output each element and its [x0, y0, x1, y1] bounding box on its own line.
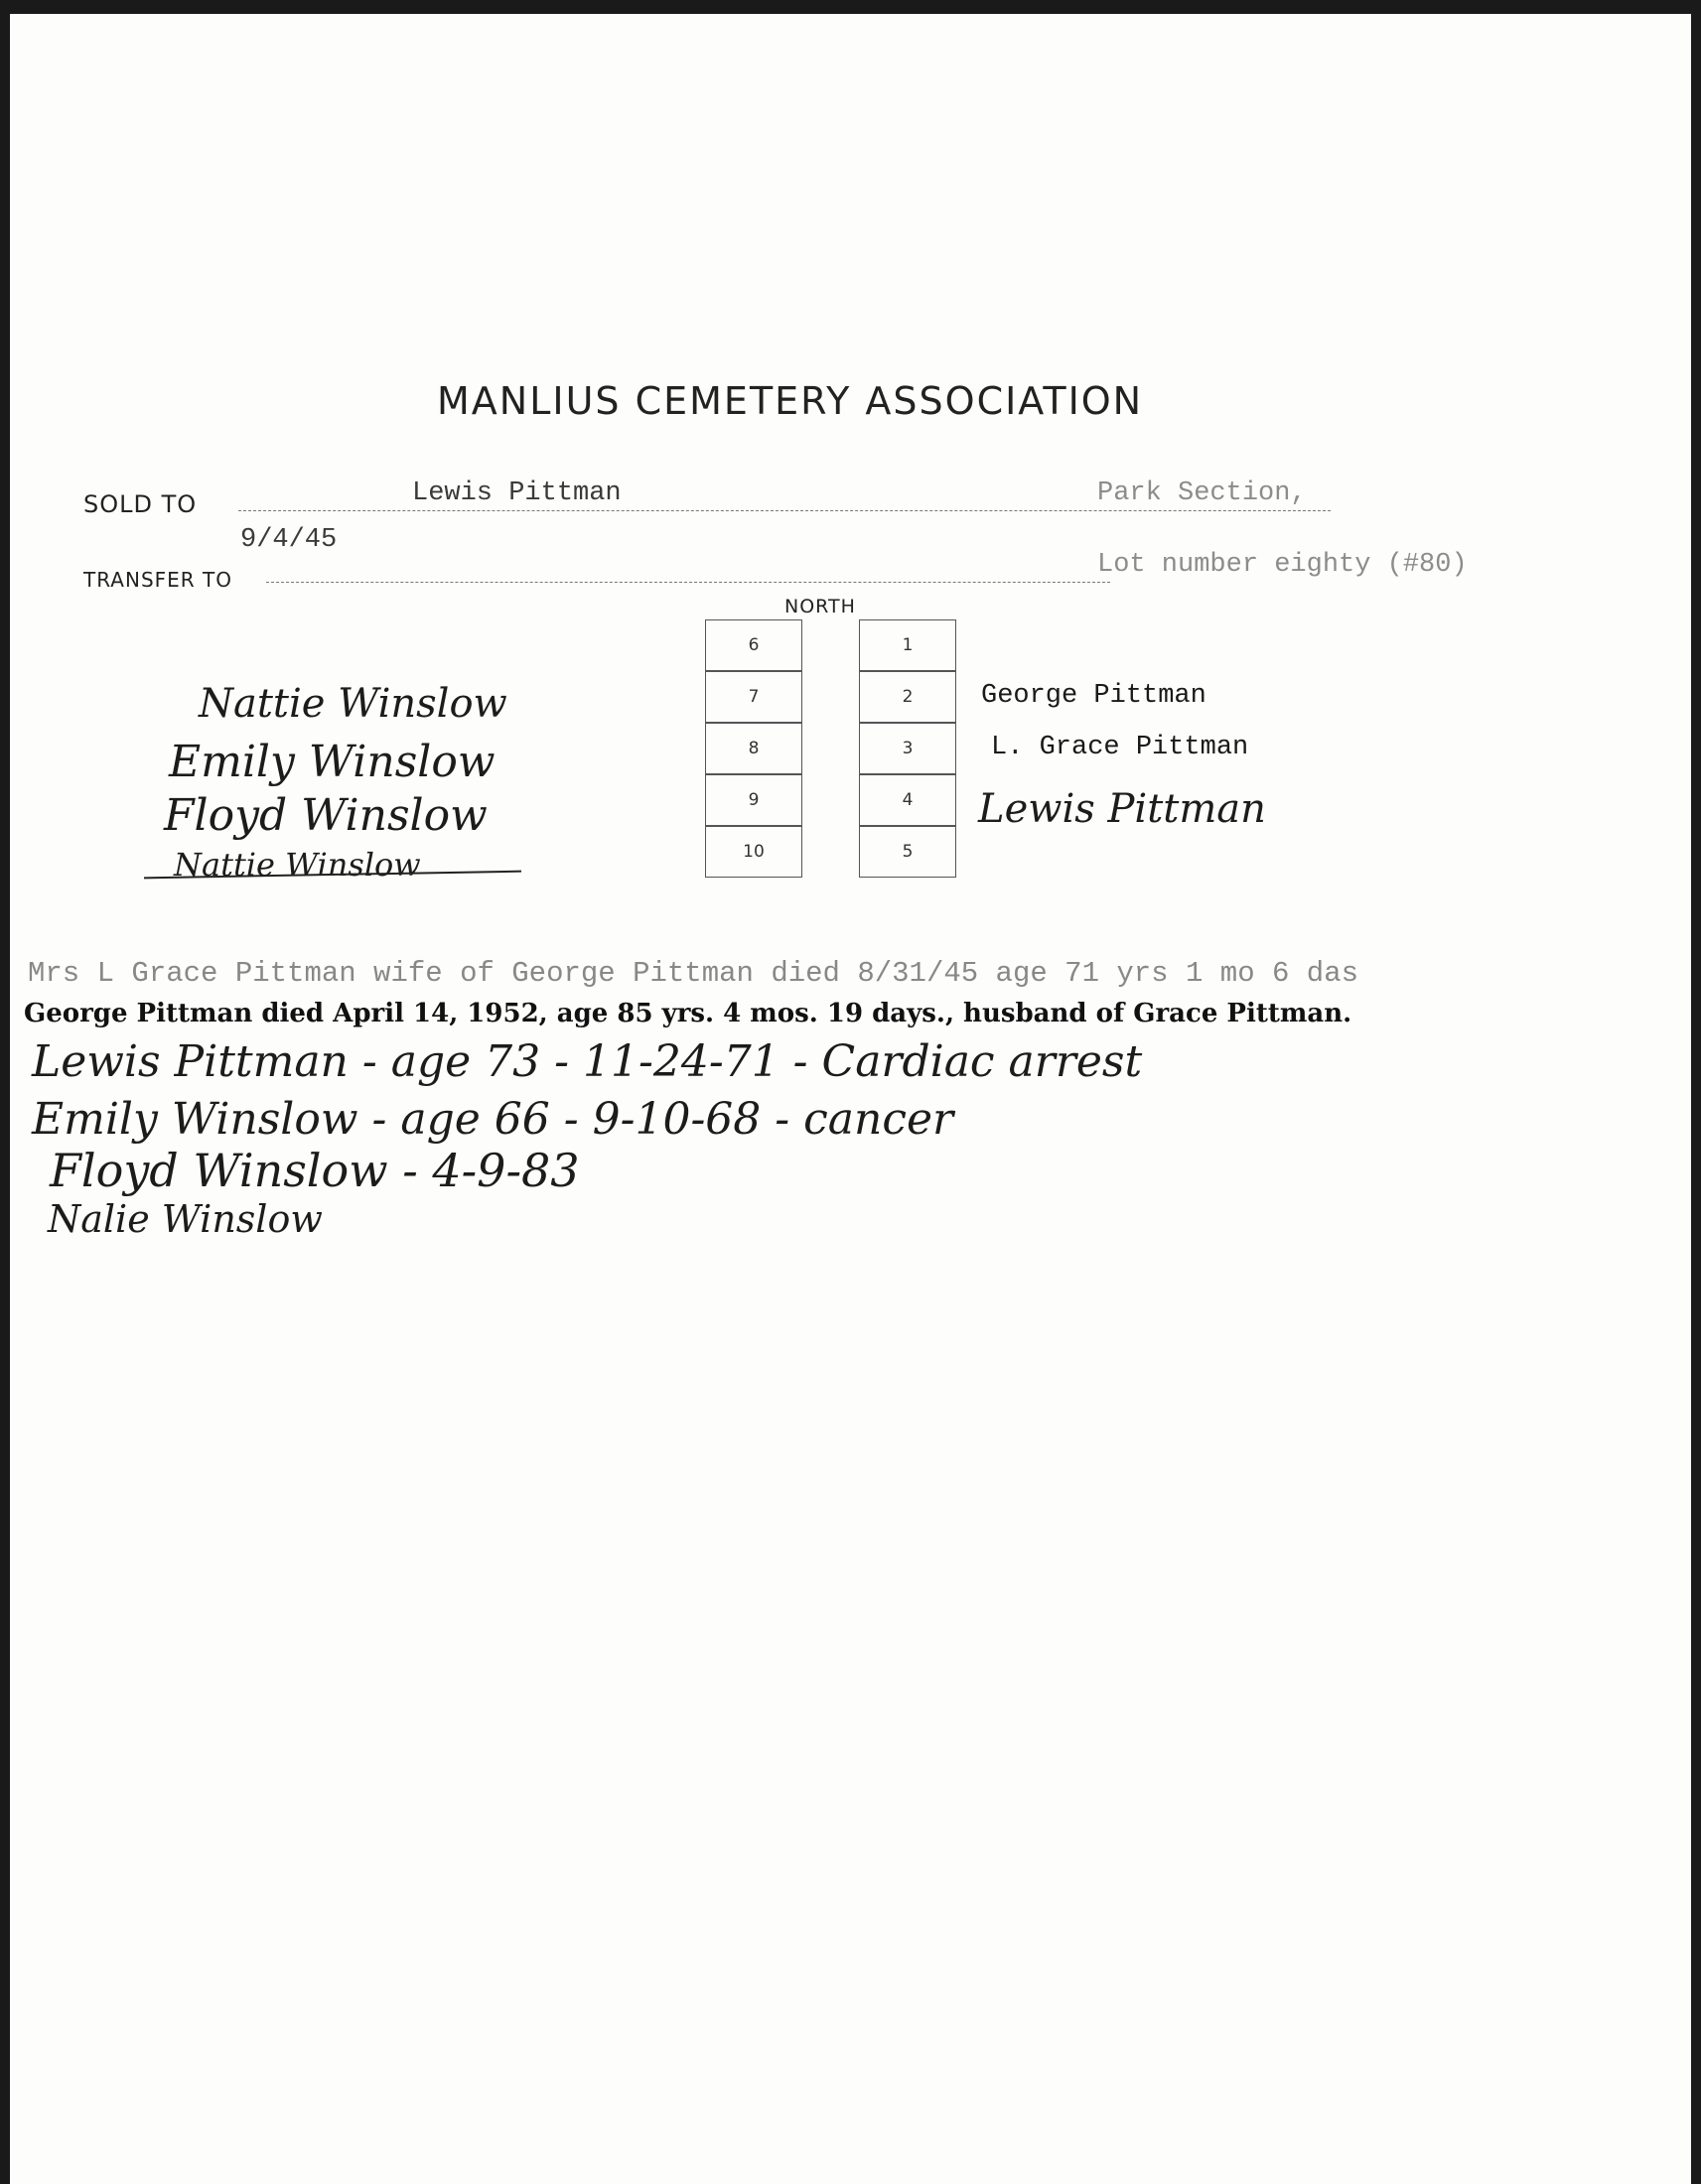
north-label: NORTH — [784, 596, 856, 617]
sold-to-value: Lewis Pittman — [412, 478, 622, 508]
plot-cell-2: 2 — [859, 671, 956, 723]
record-hand-nalie: Nalie Winslow — [48, 1197, 323, 1241]
record-hand-lewis: Lewis Pittman - age 73 - 11-24-71 - Cardiac arrest — [32, 1036, 1143, 1087]
sold-to-label: SOLD TO — [83, 490, 198, 518]
lot-number-text: Lot number eighty (#80) — [1097, 550, 1468, 580]
plot-cell-1: 1 — [859, 619, 956, 671]
record-typed-george: George Pittman died April 14, 1952, age 85 yrs. 4 mos. 19 days., husband of Grace Pittman. — [24, 999, 1352, 1028]
sold-to-line — [238, 510, 1331, 511]
plot-cell-5: 5 — [859, 826, 956, 878]
plot-cell-3: 3 — [859, 723, 956, 774]
plot-cell-7: 7 — [705, 671, 802, 723]
page-title: MANLIUS CEMETERY ASSOCIATION — [437, 379, 1144, 423]
plot-name-nattie-struck: Nattie Winslow — [174, 846, 421, 884]
record-hand-emily: Emily Winslow - age 66 - 9-10-68 - cancer — [32, 1094, 954, 1145]
document-page — [10, 14, 1691, 2184]
plot-cell-8: 8 — [705, 723, 802, 774]
section-text: Park Section, — [1097, 478, 1307, 508]
plot-name-george: George Pittman — [981, 681, 1206, 711]
plot-name-emily: Emily Winslow — [169, 737, 496, 787]
plot-name-nattie: Nattie Winslow — [199, 681, 507, 727]
plot-name-floyd: Floyd Winslow — [164, 790, 488, 841]
record-hand-floyd: Floyd Winslow - 4-9-83 — [50, 1144, 580, 1197]
plot-cell-6: 6 — [705, 619, 802, 671]
plot-cell-10: 10 — [705, 826, 802, 878]
plot-cell-4: 4 — [859, 774, 956, 826]
transfer-to-label: TRANSFER TO — [83, 568, 232, 592]
plot-name-lewis: Lewis Pittman — [978, 786, 1266, 832]
transfer-to-line — [266, 582, 1110, 583]
record-typed-grace: Mrs L Grace Pittman wife of George Pittman died 8/31/45 age 71 yrs 1 mo 6 das — [28, 957, 1359, 990]
plot-name-grace: L. Grace Pittman — [991, 733, 1249, 762]
plot-cell-9: 9 — [705, 774, 802, 826]
sold-date: 9/4/45 — [240, 525, 338, 555]
